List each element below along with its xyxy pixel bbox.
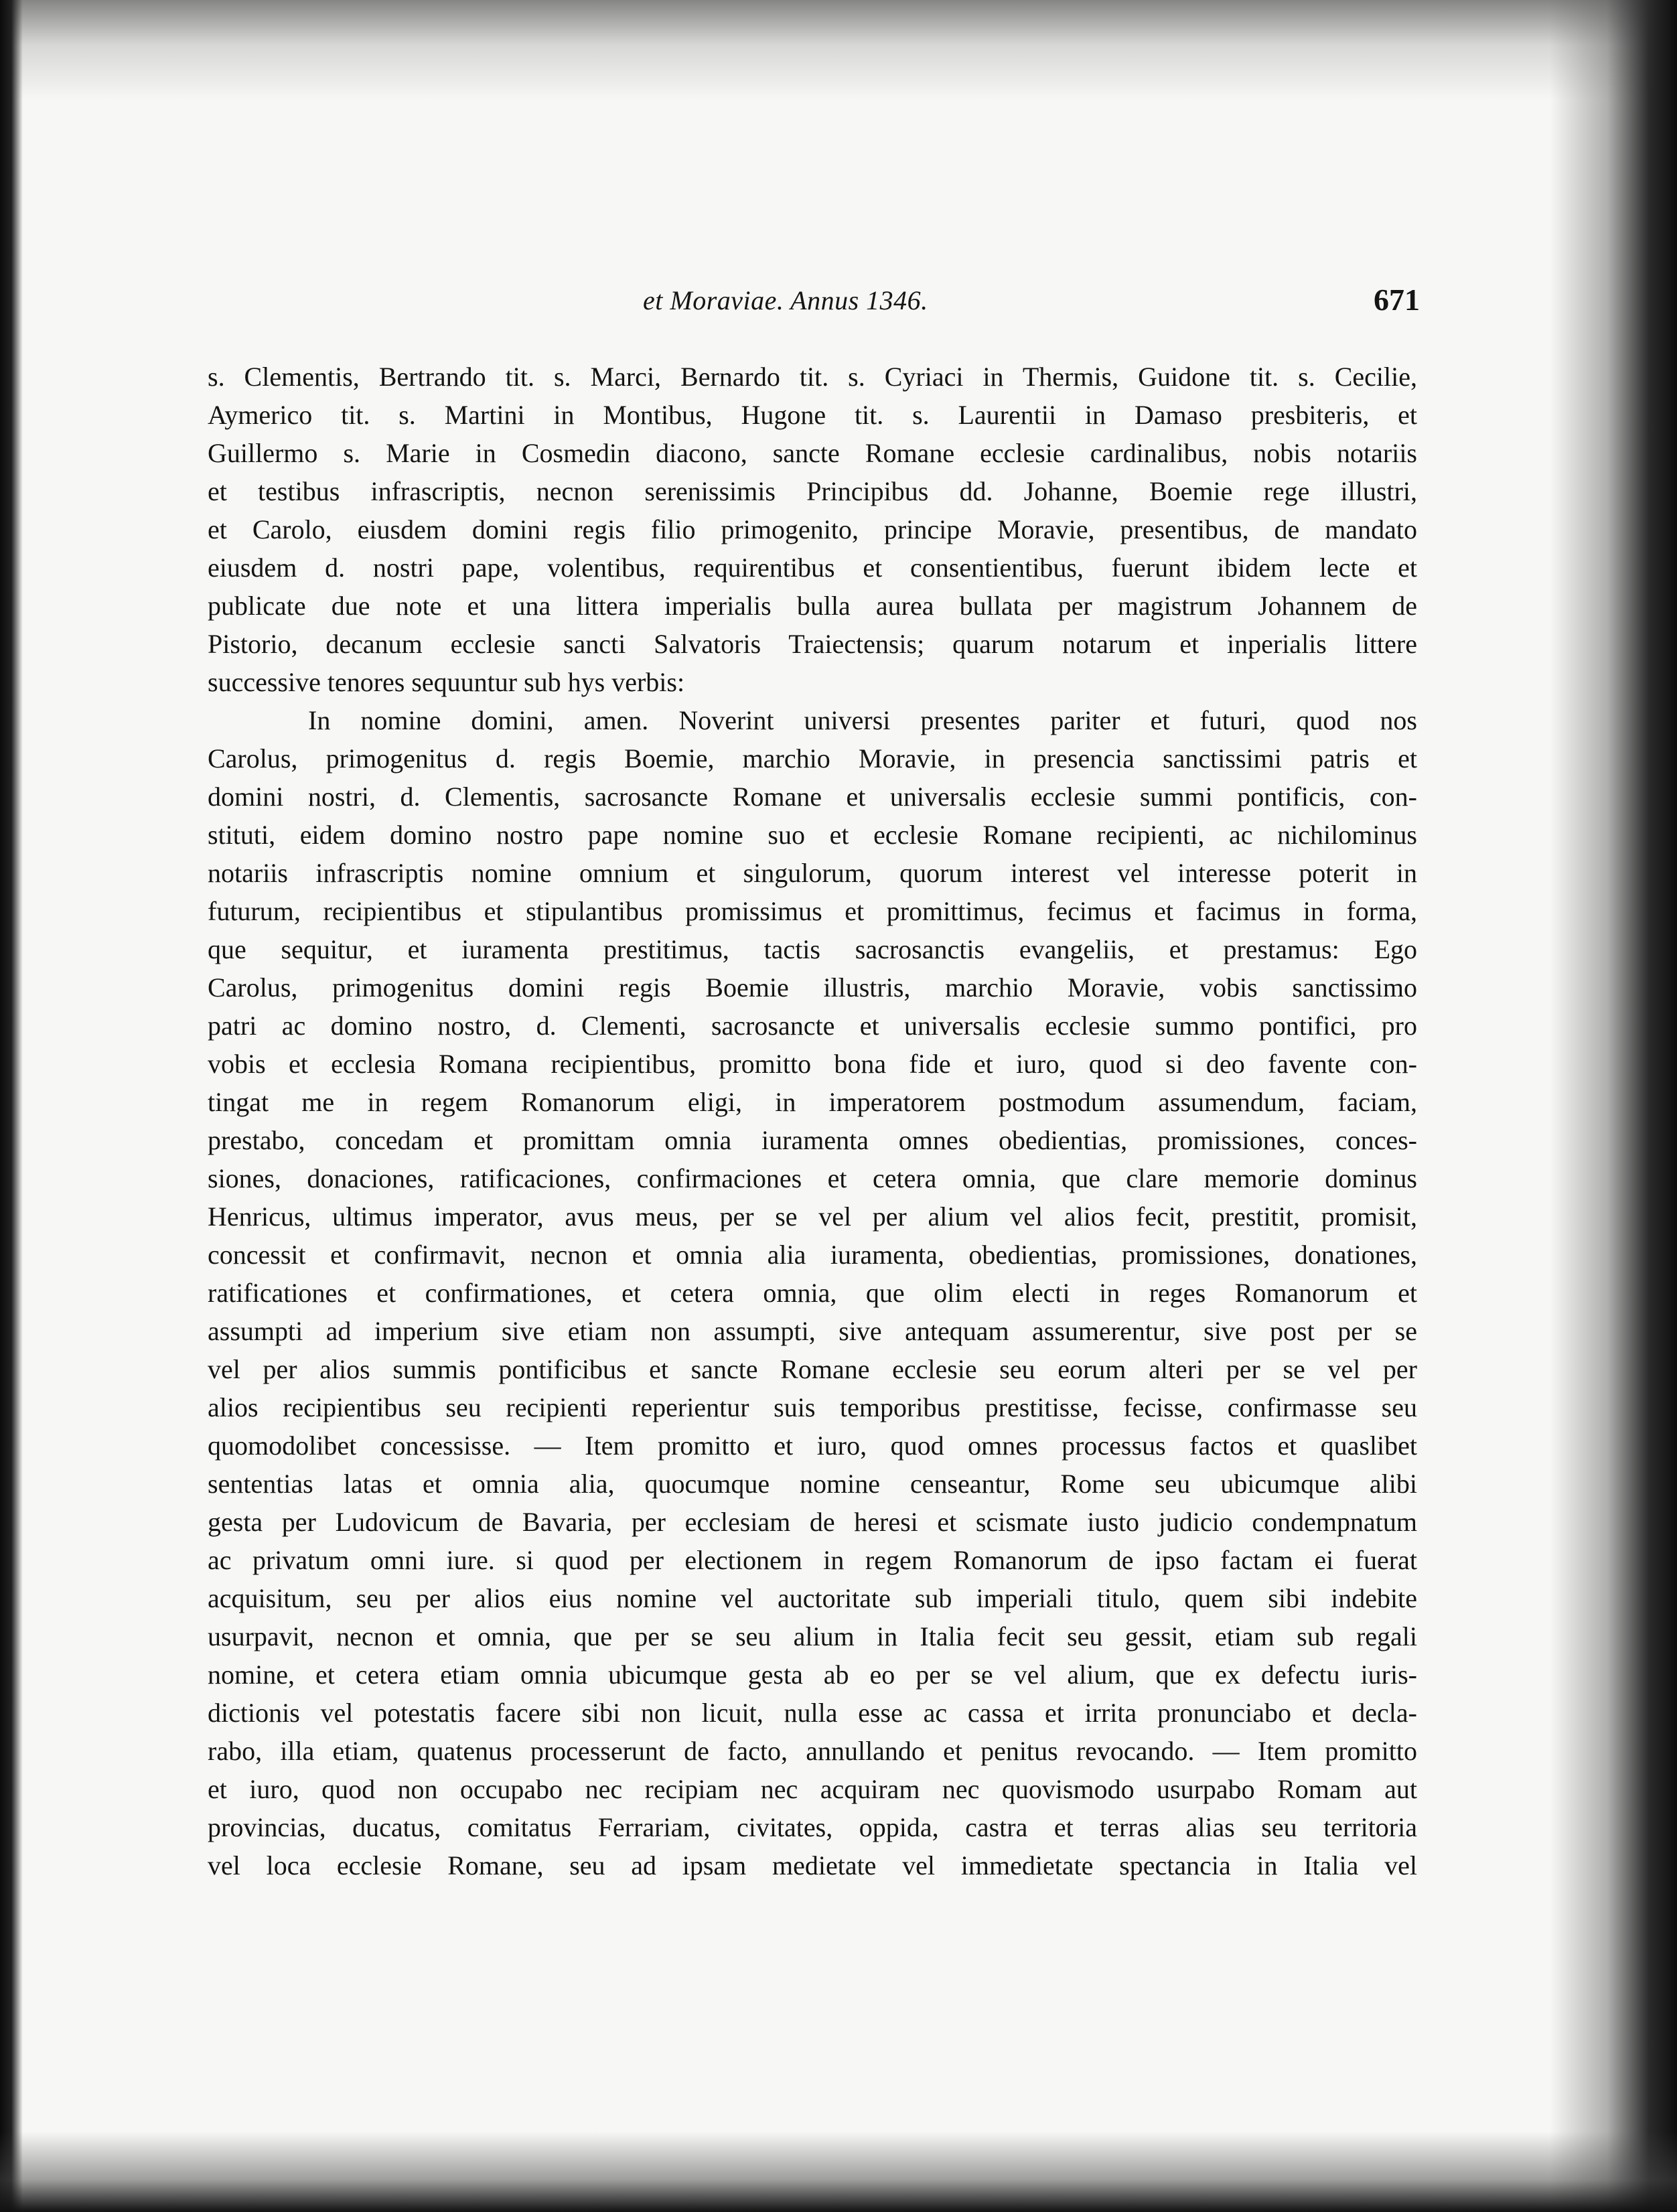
text-line: et testibus infrascriptis, necnon serenissimis Principibus dd. Johanne, Boemie rege illustri, — [208, 476, 1417, 506]
scan-shadow-bottom — [0, 2132, 1677, 2212]
text-line: concessit et confirmavit, necnon et omnia alia iuramenta, obedientias, promissiones, donationes, — [208, 1240, 1417, 1270]
text-line: que sequitur, et iuramenta prestitimus, tactis sacrosanctis evangeliis, et prestamus: Ego — [208, 934, 1417, 964]
text-line: notariis infrascriptis nomine omnium et singulorum, quorum interest vel interesse poterit in — [208, 858, 1417, 888]
text-line: sententias latas et omnia alia, quocumque nomine censeantur, Rome seu ubicumque alibi — [208, 1469, 1417, 1499]
text-line: prestabo, concedam et promittam omnia iuramenta omnes obedientias, promissiones, conces- — [208, 1125, 1417, 1155]
text-line: rabo, illa etiam, quatenus processerunt de facto, annullando et penitus revocando. — Item promitto — [208, 1736, 1417, 1766]
text-line: eiusdem d. nostri pape, volentibus, requirentibus et consentientibus, fuerunt ibidem lecte et — [208, 552, 1417, 583]
text-line: vel loca ecclesie Romane, seu ad ipsam medietate vel immedietate spectancia in Italia vel — [208, 1850, 1417, 1881]
text-line: publicate due note et una littera imperialis bulla aurea bullata per magistrum Johannem de — [208, 591, 1417, 621]
text-line: et Carolo, eiusdem domini regis filio primogenito, principe Moravie, presentibus, de mandato — [208, 514, 1417, 544]
text-line: Aymerico tit. s. Martini in Montibus, Hugone tit. s. Laurentii in Damaso presbiteris, et — [208, 400, 1417, 430]
body-text — [208, 358, 1417, 1885]
text-line: s. Clementis, Bertrando tit. s. Marci, Bernardo tit. s. Cyriaci in Thermis, Guidone tit. s. Cecilie, — [208, 362, 1417, 392]
text-line: vel per alios summis pontificibus et sancte Romane ecclesie seu eorum alteri per se vel per — [208, 1354, 1417, 1384]
running-title: et Moraviae. Annus 1346. — [643, 285, 928, 315]
text-line: vobis et ecclesia Romana recipientibus, promitto bona fide et iuro, quod si deo favente con- — [208, 1049, 1417, 1079]
text-line: et iuro, quod non occupabo nec recipiam nec acquiram nec quovismodo usurpabo Romam aut — [208, 1774, 1417, 1804]
text-line: stituti, eidem domino nostro pape nomine suo et ecclesie Romane recipienti, ac nichilominus — [208, 820, 1417, 850]
text-line: acquisitum, seu per alios eius nomine vel auctoritate sub imperiali titulo, quem sibi indebite — [208, 1583, 1417, 1613]
text-line: ratificationes et confirmationes, et cetera omnia, que olim electi in reges Romanorum et — [208, 1278, 1417, 1308]
text-line: tingat me in regem Romanorum eligi, in imperatorem postmodum assumendum, faciam, — [208, 1087, 1417, 1117]
text-line: Guillermo s. Marie in Cosmedin diacono, sancte Romane ecclesie cardinalibus, nobis notariis — [208, 438, 1417, 468]
text-line: Carolus, primogenitus d. regis Boemie, marchio Moravie, in presencia sanctissimi patris et — [208, 743, 1417, 773]
text-line: alios recipientibus seu recipienti reperientur suis temporibus prestitisse, fecisse, confirmasse seu — [208, 1392, 1417, 1422]
running-head — [201, 285, 1420, 325]
text-line: nomine, et cetera etiam omnia ubicumque gesta ab eo per se vel alium, que ex defectu iuris- — [208, 1660, 1417, 1690]
text-line: futurum, recipientibus et stipulantibus promissimus et promittimus, fecimus et facimus in forma, — [208, 896, 1417, 926]
text-line: Carolus, primogenitus domini regis Boemie illustris, marchio Moravie, vobis sanctissimo — [208, 972, 1417, 1003]
scan-shadow-left — [0, 0, 23, 2212]
text-line: Pistorio, decanum ecclesie sancti Salvatoris Traiectensis; quarum notarum et inperialis littere — [208, 629, 1417, 659]
text-line: usurpavit, necnon et omnia, que per se seu alium in Italia fecit seu gessit, etiam sub regali — [208, 1621, 1417, 1651]
text-line: assumpti ad imperium sive etiam non assumpti, sive antequam assumerentur, sive post per se — [208, 1316, 1417, 1346]
text-line: gesta per Ludovicum de Bavaria, per ecclesiam de heresi et scismate iusto judicio condempnatum — [208, 1507, 1417, 1537]
text-line: patri ac domino nostro, d. Clementi, sacrosancte et universalis ecclesie summo pontifici, pro — [208, 1011, 1417, 1041]
text-line: dictionis vel potestatis facere sibi non licuit, nulla esse ac cassa et irrita pronunciabo et decla- — [208, 1698, 1417, 1728]
page-number: 671 — [1374, 283, 1420, 317]
text-line: provincias, ducatus, comitatus Ferrariam, civitates, oppida, castra et terras alias seu territoria — [208, 1812, 1417, 1842]
paragraph-start-line: In nomine domini, amen. Noverint universi presentes pariter et futuri, quod nos — [308, 705, 1417, 735]
scan-shadow-right — [1550, 0, 1677, 2212]
scan-shadow-top — [0, 0, 1677, 100]
text-line: siones, donaciones, ratificaciones, confirmaciones et cetera omnia, que clare memorie dominus — [208, 1163, 1417, 1193]
text-line: Henricus, ultimus imperator, avus meus, per se vel per alium vel alios fecit, prestitit, promisit, — [208, 1201, 1417, 1232]
text-line: quomodolibet concessisse. — Item promitto et iuro, quod omnes processus factos et quaslibet — [208, 1430, 1417, 1461]
text-line: domini nostri, d. Clementis, sacrosancte Romane et universalis ecclesie summi pontificis, con- — [208, 782, 1417, 812]
text-line: ac privatum omni iure. si quod per electionem in regem Romanorum de ipso factam ei fuerat — [208, 1545, 1417, 1575]
text-line: successive tenores sequuntur sub hys verbis: — [208, 667, 685, 697]
